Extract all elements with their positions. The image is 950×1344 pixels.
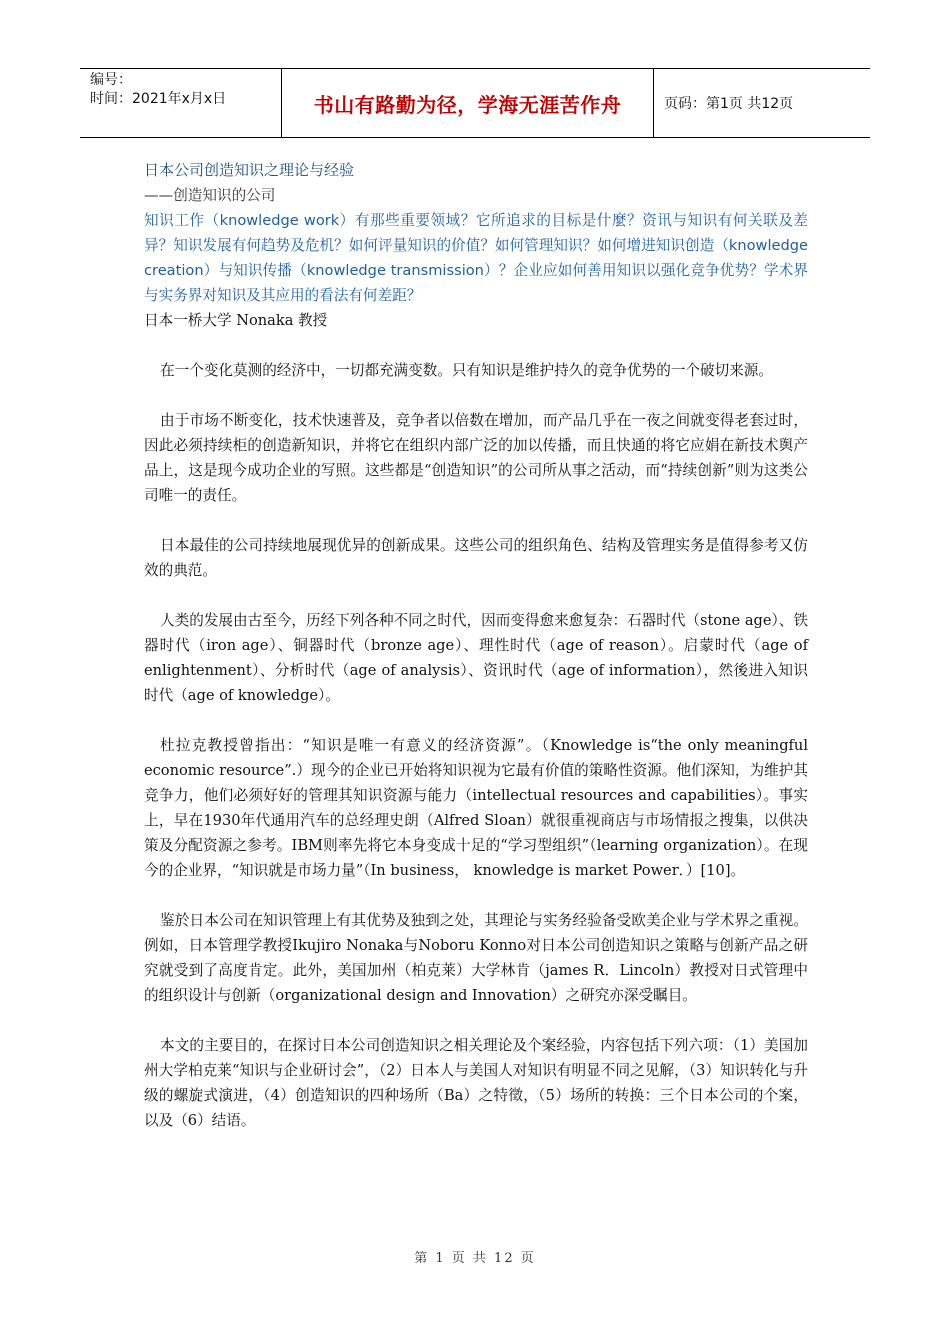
paragraph: 鉴於日本公司在知识管理上有其优势及独到之处，其理论与实务经验备受欧美企业与学术界之重视。例如，日本管理学教授Ikujiro Nonaka与Noboru Konno对日本公司创造知识之策略与创新产品之研究就受到了高度肯定。此外，美国加州（柏克莱）大学林肯（james R．Lincoln）教授对日式管理中的组织设计与创新（organizational design and Innovation）之研究亦深受瞩目。	[144, 912, 808, 1004]
article-intro: 知识工作（knowledge work）有那些重要领域？它所追求的目标是什麼？资讯与知识有何关联及差异？知识发展有何趋势及危机？如何评量知识的价值？如何管理知识？如何增进知识创造（knowledge creation）与知识传播（knowledge transmission）？企业应如何善用知识以强化竞争优势？学术界与实务界对知识及其应用的看法有何差距？	[144, 212, 808, 304]
header-page-info: 页码：第1页 共12页	[664, 96, 794, 112]
paragraph: 日本最佳的公司持续地展现优异的创新成果。这些公司的组织角色、结构及管理实务是值得参考又仿效的典范。	[144, 537, 808, 579]
date-label: 时间：2021年x月x日	[90, 91, 227, 107]
paragraph: 由于市场不断变化，技术快速普及，竞争者以倍数在增加，而产品几乎在一夜之间就变得老套过时，因此必须持续柜的创造新知识，并将它在组织内部广泛的加以传播，而且快通的将它应娟在新技术舆产品上，这是现今成功企业的写照。这些都是“创造知识”的公司所从事之活动，而“持续创新”则为这类公司唯一的责任。	[144, 412, 808, 504]
paragraph: 本文的主要目的，在探讨日本公司创造知识之相关理论及个案经验，内容包括下列六项：（1）美国加州大学柏克莱“知识与企业研讨会”，（2）日本人与美国人对知识有明显不同之见解，（3）知识转化与升级的螺旋式演进，（4）创造知识的四种场所（Ba）之特徵，（5）场所的转换：三个日本公司的个案，以及（6）结语。	[144, 1037, 808, 1129]
article-title: 日本公司创造知识之理论与经验	[144, 161, 355, 179]
article-body	[144, 158, 808, 1133]
header-motto: 书山有路勤为径，学海无涯苦作舟	[282, 69, 654, 137]
paragraph: 人类的发展由古至今，历经下列各种不同之时代，因而变得愈来愈复杂：石器时代（stone age）、铁器时代（iron age）、铜器时代（bronze age）、理性时代（age of reason）。启蒙时代（age of enlightenment）、分析时代（age of analysis）、资讯时代（age of information），然後进入知识时代（age of knowledge）。	[144, 612, 808, 704]
paragraph: 在一个变化莫测的经济中，一切都充满变数。只有知识是维护持久的竞争优势的一个破切来源。	[160, 362, 773, 379]
header-meta	[80, 69, 282, 137]
article-subtitle: ——创造知识的公司	[144, 187, 276, 204]
number-label: 编号：	[90, 72, 132, 88]
document-header	[80, 68, 870, 138]
paragraph: 杜拉克教授曾指出：“知识是唯一有意义的经济资源”。（Knowledge is“the only meaningful economic resource”.）现今的企业已开始将知识视为它最有价值的策略性资源。他们深知，为维护其竞争力，他们必须好好的管理其知识资源与能力（intellectual resources and capabilities）。事实上，早在1930年代通用汽车的总经理史朗（Alfred Sloan）就很重视商店与市场情报之搜集，以供决策及分配资源之参考。IBM则率先将它本身变成十足的“学习型组织”（learning organization）。在现今的企业界，“知识就是市场力量”（In business， knowledge is market Power．）[10]。	[144, 737, 808, 879]
page-footer: 第 1 页 共 12 页	[414, 1251, 536, 1266]
article-author: 日本一桥大学 Nonaka 教授	[144, 312, 328, 329]
